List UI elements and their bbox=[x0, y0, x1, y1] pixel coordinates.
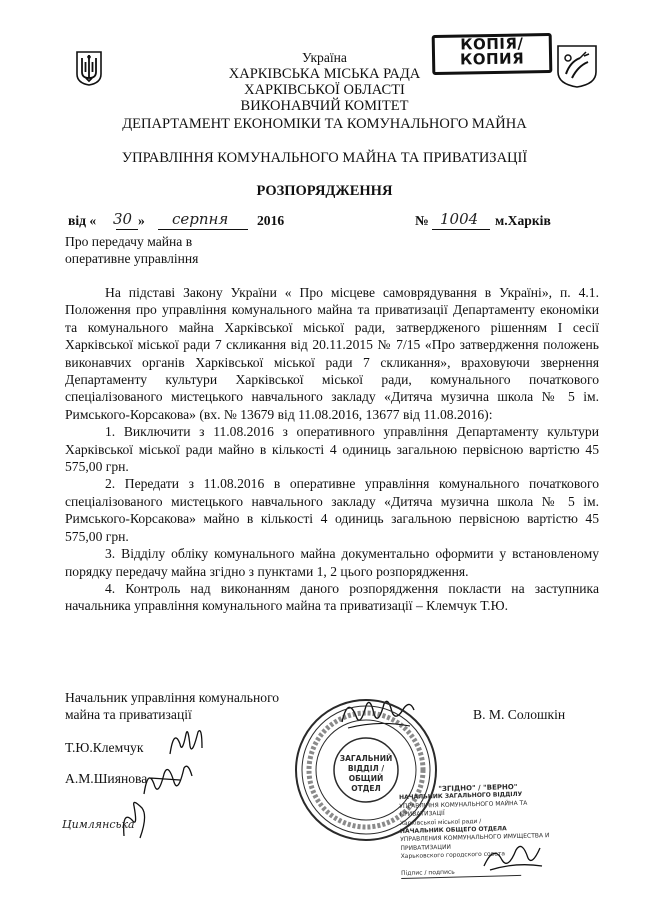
number-sign: № bbox=[415, 213, 429, 228]
copy-stamp bbox=[432, 33, 553, 75]
subject-line1: Про передачу майна в bbox=[65, 234, 193, 249]
approval-signature-1 bbox=[164, 724, 206, 760]
date-month-underline bbox=[158, 229, 248, 230]
verification-signature bbox=[480, 836, 546, 876]
body-intro: На підставі Закону України « Про місцеве самоврядування в Україні», п. 4.1. Положення про управління комунального майна та приватизації Департаменту економіки та комунального майна Харківської міської ради, затвердженого рішенням I сесії Харківської міської ради 7 скликання від 20.11.2015 № 7/15 «Про затвердження положень виконавчих органів Харківської міської ради 7 скликання», враховуючи звернення Департаменту культури Харківської міської ради, комунального початкового спеціалізованого мистецького навчального закладу «Дитяча музична школа № 5 ім. Римського-Корсакова» (вх. № 13679 від 11.08.2016, 13677 від 11.08.2016): bbox=[65, 285, 599, 422]
verification-stamp-line5: УПРАВЛЕНИЯ КОММУНАЛЬНОГО ИМУЩЕСТВА И ПРИВАТИЗАЦИИ bbox=[400, 832, 550, 852]
body-item-1: 1. Виключити з 11.08.2016 з оперативного управління Департаменту культури Харківської міської ради майно в кількості 4 одиниць загальною первісною вартістю 45 575,00 грн. bbox=[65, 424, 599, 475]
signatory-position bbox=[65, 689, 279, 723]
date-month-handwritten: серпня bbox=[172, 210, 229, 228]
signatory-name: В. М. Солошкін bbox=[473, 707, 566, 722]
document-type-title: РОЗПОРЯДЖЕННЯ bbox=[256, 183, 393, 199]
copy-stamp-line1: КОПІЯ/ bbox=[460, 34, 524, 54]
copy-stamp-line2: КОПИЯ bbox=[459, 49, 525, 69]
verification-stamp-line3: Харківської міської ради / bbox=[399, 817, 482, 827]
header-oblast: ХАРКІВСЬКОЇ ОБЛАСТІ bbox=[244, 82, 405, 98]
document-body bbox=[65, 284, 599, 615]
body-item-4: 4. Контроль над виконанням даного розпорядження покласти на заступника начальника управління комунального майна та приватизації – Клемчук Т.Ю. bbox=[65, 580, 599, 614]
header-committee: ВИКОНАВЧИЙ КОМІТЕТ bbox=[240, 98, 409, 114]
date-close-quote: » bbox=[138, 213, 145, 228]
round-seal-line1: ЗАГАЛЬНИЙ bbox=[339, 754, 393, 763]
header-directorate: УПРАВЛІННЯ КОМУНАЛЬНОГО МАЙНА ТА ПРИВАТИЗАЦІЇ bbox=[121, 150, 528, 166]
date-year: 2016 bbox=[257, 213, 285, 228]
signatory-position-line1: Начальник управління комунального bbox=[65, 690, 280, 705]
city: м.Харків bbox=[495, 213, 551, 228]
approval-signature-3 bbox=[118, 796, 152, 844]
header-department: ДЕПАРТАМЕНТ ЕКОНОМІКИ ТА КОМУНАЛЬНОГО МАЙНА bbox=[122, 116, 527, 132]
header-council: ХАРКІВСЬКА МІСЬКА РАДА bbox=[228, 66, 421, 82]
kharkiv-coat-of-arms-icon bbox=[556, 44, 598, 88]
round-seal-center bbox=[334, 754, 398, 794]
subject-line2: оперативне управління bbox=[65, 251, 199, 266]
round-seal-line2: ВІДДІЛ / bbox=[347, 764, 385, 773]
verification-stamp-line6: Харьковского городского совета bbox=[400, 850, 506, 861]
verification-stamp-line2: УПРАВЛІННЯ КОМУНАЛЬНОГО МАЙНА ТА ПРИВАТИЗАЦІЇ bbox=[399, 799, 528, 819]
approval-tsymlianska: Цимлянська bbox=[62, 818, 135, 831]
header-country: Україна bbox=[302, 50, 347, 65]
number-underline bbox=[432, 229, 490, 230]
date-day-underline bbox=[116, 229, 138, 230]
document-number-handwritten: 1004 bbox=[440, 210, 479, 228]
signatory-position-line2: майна та приватизації bbox=[65, 707, 192, 722]
approval-shiyanova: А.М.Шиянова bbox=[65, 771, 148, 786]
verification-stamp-line4: НАЧАЛЬНИК ОБЩЕГО ОТДЕЛА bbox=[399, 825, 507, 836]
body-item-3: 3. Відділу обліку комунального майна документально оформити у встановленому порядку передачу майна згідно з пунктами 1, 2 цього розпорядження. bbox=[65, 546, 599, 579]
verification-stamp-line7: Підпис / подпись bbox=[401, 867, 521, 880]
approval-klemchuk: Т.Ю.Клемчук bbox=[65, 740, 144, 755]
verification-stamp-title: "ЗГІДНО" / "ВЕРНО" bbox=[438, 782, 518, 794]
round-seal-line3: ОБЩИЙ ОТДЕЛ bbox=[348, 774, 384, 793]
body-item-2: 2. Передати з 11.08.2016 в оперативне управління комунального початкового спеціалізованого мистецького навчального закладу «Дитяча музична школа № 5 ім. Римського-Корсакова» майно в кількості 4 одиниць загальною первісною вартістю 45 575,00 грн. bbox=[65, 476, 599, 544]
date-prefix: від « bbox=[68, 213, 97, 228]
verification-stamp-line1: НАЧАЛЬНИК ЗАГАЛЬНОГО ВІДДІЛУ bbox=[399, 791, 523, 802]
date-day-handwritten: 30 bbox=[113, 210, 133, 228]
subject-block bbox=[65, 233, 198, 267]
